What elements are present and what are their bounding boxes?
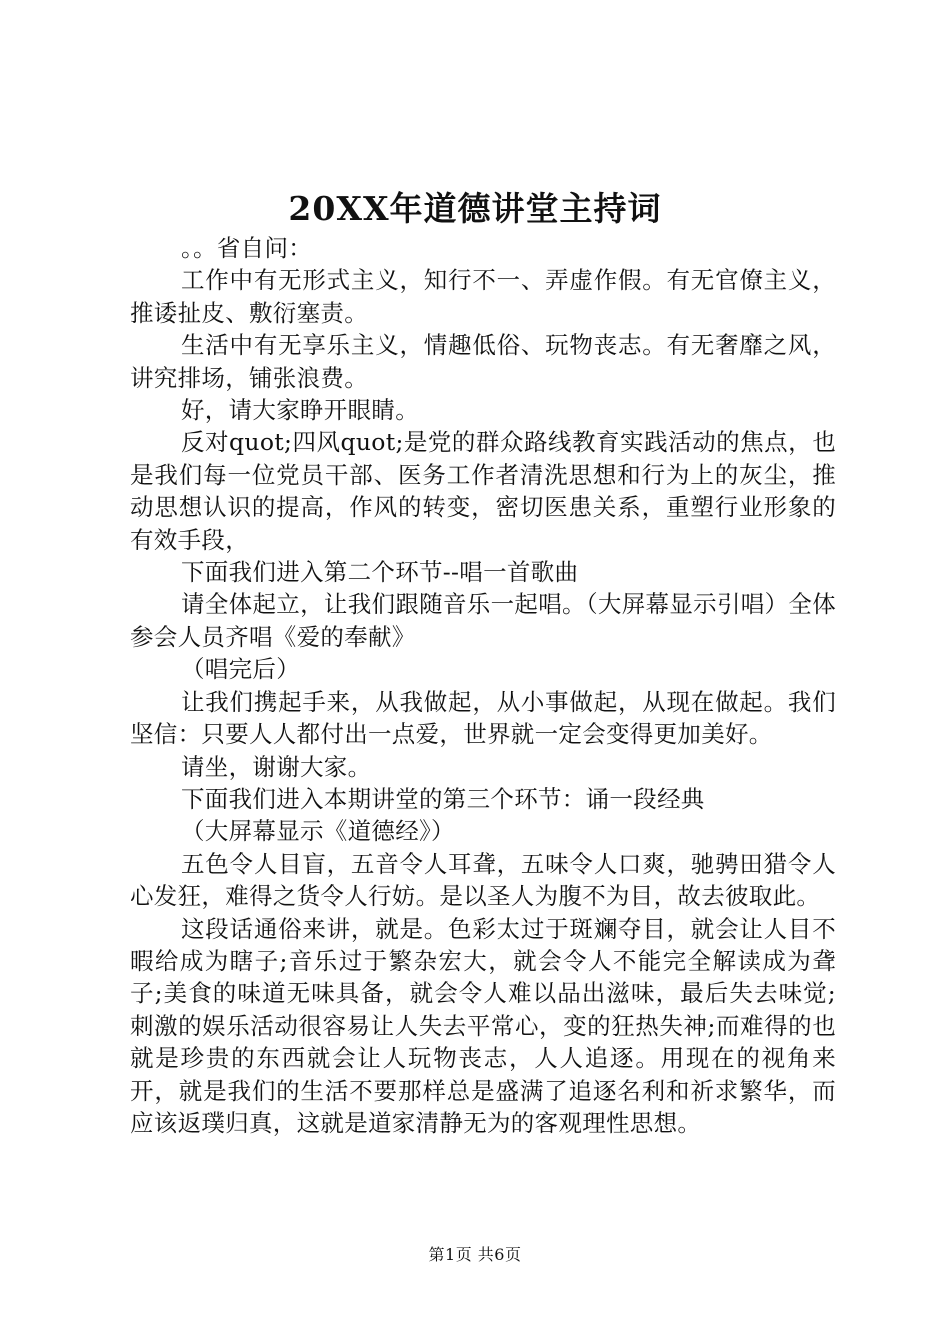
paragraph-sing-along: 请全体起立，让我们跟随音乐一起唱。（大屏幕显示引唱）全体参会人员齐唱《爱的奉献》 [130, 590, 836, 651]
paragraph-third-segment: 下面我们进入本期讲堂的第三个环节：诵一段经典 [181, 784, 705, 813]
paragraph-after-singing: （唱完后） [181, 655, 300, 684]
paragraph-four-winds: 反对quot;四风quot;是党的群众路线教育实践活动的焦点，也是我们每一位党员干部、医务工作者清洗思想和行为上的灰尘，推动思想认识的提高，作风的转变，密切医患关系，重塑行业形象的有效手段， [130, 428, 836, 554]
paragraph-join-hands: 让我们携起手来，从我做起，从小事做起，从现在做起。我们坚信：只要人人都付出一点爱，世界就一定会变得更加美好。 [130, 687, 836, 749]
paragraph-second-segment: 下面我们进入第二个环节--唱一首歌曲 [181, 558, 579, 587]
paragraph-interpretation: 这段话通俗来讲，就是。色彩太过于斑斓夺目，就会让人目不暇给成为瞎子;音乐过于繁杂宏大，就会令人不能完全解读成为聋子;美食的味道无味具备，就会令人难以品出滋味，最后失去味觉;刺激的娱乐活动很容易让人失去平常心，变的狂热失神;而难得的也就是珍贵的东西就会让人玩物丧志，人人追逐。用现在的视角来开，就是我们的生活不要那样总是盛满了追逐名利和祈求繁华，而应该返璞归真，这就是道家清静无为的客观理性思想。 [130, 914, 836, 1137]
document-title: 20XX年道德讲堂主持词 [288, 189, 662, 228]
page-number: 第1页 共6页 [428, 1245, 522, 1264]
document-body [130, 232, 836, 1139]
paragraph-open-eyes: 好，请大家睁开眼睛。 [181, 396, 419, 425]
paragraph-life-reflection: 生活中有无享乐主义，情趣低俗、玩物丧志。有无奢靡之风，讲究排场，铺张浪费。 [130, 331, 836, 392]
paragraph-please-sit: 请坐，谢谢大家。 [181, 752, 372, 781]
paragraph-work-reflection: 工作中有无形式主义，知行不一、弄虚作假。有无官僚主义，推诿扯皮、敷衍塞责。 [130, 266, 836, 327]
paragraph-classic-quote: 五色令人目盲，五音令人耳聋，五味令人口爽，驰骋田猎令人心发狂，难得之货令人行妨。是以圣人为腹不为目，故去彼取此。 [130, 849, 836, 911]
paragraph-self-reflection-intro: 。。省自问： [181, 234, 313, 262]
paragraph-screen-daodejing: （大屏幕显示《道德经》） [181, 817, 455, 846]
